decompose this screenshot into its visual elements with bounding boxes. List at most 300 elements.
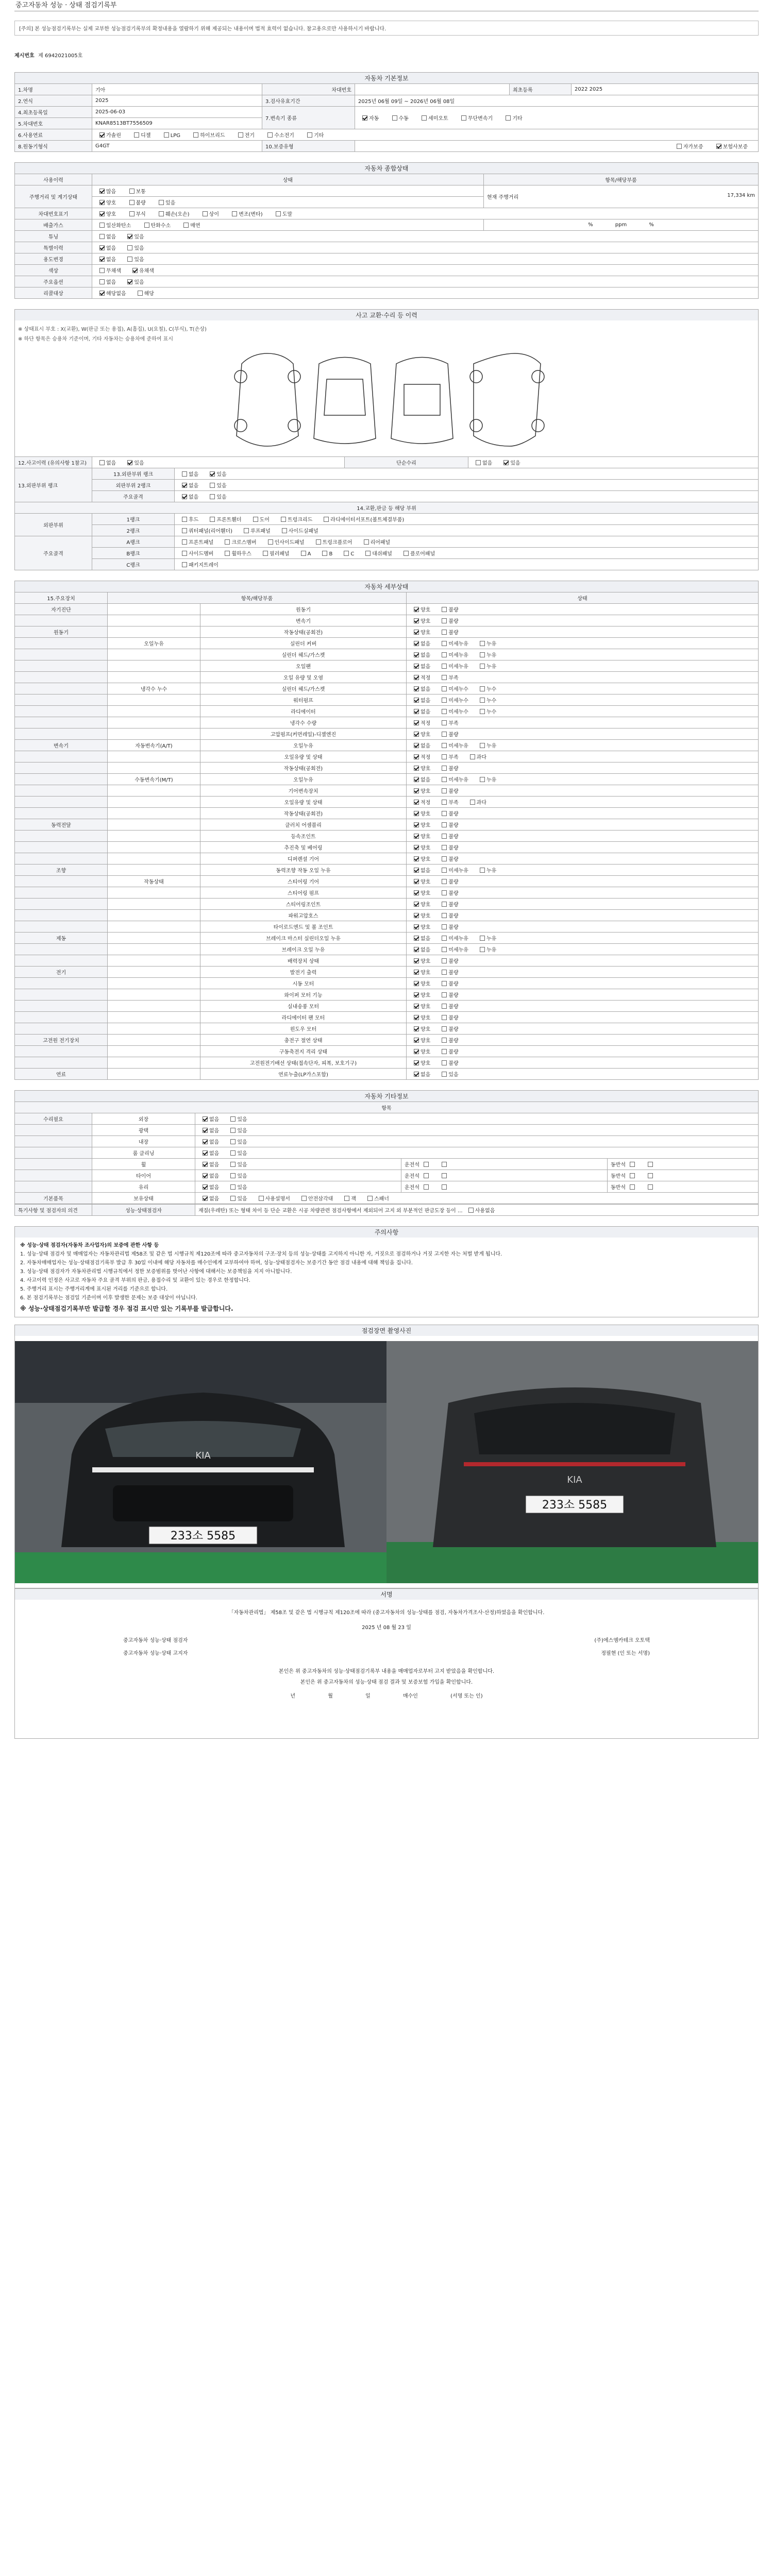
checkbox-icon: [442, 868, 447, 873]
checkbox-icon: [480, 698, 485, 703]
other-state: 없음 있음: [195, 1113, 759, 1125]
checkbox-icon: [414, 981, 419, 986]
checkbox-icon: [468, 1208, 474, 1213]
checkbox-icon: [442, 630, 447, 635]
detail-state: 양호 불량: [407, 910, 759, 921]
checkbox-icon: [414, 652, 419, 657]
checkbox-icon: [422, 115, 427, 121]
checkbox-icon: [129, 189, 135, 194]
checkbox-icon: [182, 539, 187, 545]
checkbox-icon: [414, 822, 419, 827]
tyre-position: 운전석: [401, 1170, 608, 1181]
checkbox-icon: [281, 517, 286, 522]
detail-state: 양호 불량: [407, 887, 759, 899]
detail-row: 수동변속기(M/T) 오일누유 없음 미세누유 누유: [15, 774, 759, 785]
checkbox-icon: [470, 800, 475, 805]
parts-row-b: B랭크 사이드멤버 휠하우스 필러패널 A B C 대쉬패널 플로어패널: [15, 548, 759, 559]
checkbox-icon: [442, 992, 447, 997]
checkbox-icon: [307, 132, 312, 138]
detail-row: 오일 유량 및 오염 적정 부족: [15, 672, 759, 683]
svg-text:233소 5585: 233소 5585: [542, 1499, 608, 1512]
checkbox-icon: [716, 144, 721, 149]
checkbox-icon: [470, 754, 475, 759]
checkbox-icon: [442, 618, 447, 623]
checkbox-icon: [129, 211, 135, 216]
detail-row: 실린더 헤드/가스켓 없음 미세누유 누유: [15, 649, 759, 660]
checkbox-icon: [442, 1015, 447, 1020]
detail-state: 양호 불량: [407, 1001, 759, 1012]
basic-row-fuel: 6.사용연료 가솔린 디젤 LPG 하이브리드 전기 수소전기 기타: [15, 129, 759, 141]
checkbox-icon: [144, 223, 149, 228]
mileage-cell: 현재 주행거리 17,334 km: [484, 185, 759, 208]
detail-row: 시동 모터 양호 불량: [15, 978, 759, 989]
checkbox-icon: [480, 652, 485, 657]
detail-state: 양호 불량: [407, 967, 759, 978]
checkbox-icon: [99, 245, 105, 250]
checkbox-icon: [99, 234, 105, 239]
checkbox-icon: [414, 879, 419, 884]
detail-state: 없음 미세누유 누유: [407, 638, 759, 649]
checkbox-icon: [238, 132, 243, 138]
svg-text:KIA: KIA: [567, 1475, 582, 1485]
checkbox-icon: [99, 460, 105, 465]
checkbox-icon: [132, 268, 138, 273]
checkbox-icon: [244, 528, 249, 533]
checkbox-icon: [193, 132, 198, 138]
checkbox-icon: [301, 551, 306, 556]
checkbox-icon: [480, 947, 485, 952]
detail-state: 없음 미세누수 누수: [407, 683, 759, 694]
checkbox-icon: [301, 1196, 307, 1201]
detail-state: 양호 불량: [407, 1012, 759, 1023]
checkbox-icon: [414, 868, 419, 873]
basic-info-table: [14, 83, 759, 152]
other-row: 휠 없음 있음 운전석 동반석: [15, 1159, 759, 1170]
checkbox-icon: [414, 890, 419, 895]
checkbox-icon: [344, 1196, 349, 1201]
checkbox-icon: [442, 913, 447, 918]
detail-row: 오일누유 실린더 커버 없음 미세누유 누유: [15, 638, 759, 649]
checkbox-icon: [442, 1184, 447, 1190]
checkbox-icon: [480, 664, 485, 669]
checkbox-icon: [182, 517, 187, 522]
opinion-text: 재질(우레탄) 또는 형태 차이 등 단순 교환은 시공 차량관련 점검사항에서 제외되어 고지 외 부분적인 판금도장 등이 ... 사용없음: [195, 1205, 759, 1216]
checkbox-icon: [182, 528, 187, 533]
checkbox-icon: [182, 562, 187, 567]
detail-state: 양호 불량: [407, 762, 759, 774]
sign-heading: 서명: [14, 1588, 759, 1600]
checkbox-icon: [414, 1015, 419, 1020]
other-table: 항목 수리필요 외장 없음 있음 광택 없음 있음 내장 없음 있음 룸 클리닝 없음 있음 휠 없음 있음 운전석 동반석 타이어 없음 있음 운전석 동반석 유리 없음 있음 운전석 동반석 기본품목 보유상태 없음 있음 사용설명서 안전삼각대 잭 스패너: [14, 1101, 759, 1204]
checkbox-icon: [203, 1184, 208, 1190]
checkbox-icon: [210, 483, 215, 488]
checkbox-icon: [414, 1004, 419, 1009]
checkbox-icon: [362, 115, 367, 121]
other-state: 없음 있음: [195, 1159, 401, 1170]
checkbox-icon: [442, 1162, 447, 1167]
accident-row-frame: 주요골격 없음 있음: [15, 491, 759, 502]
other-state: 없음 있음: [195, 1170, 401, 1181]
checkbox-icon: [414, 1072, 419, 1077]
detail-state: 없음 미세누유 누유: [407, 660, 759, 672]
detail-state: 적정 부족 과다: [407, 751, 759, 762]
checkbox-icon: [414, 607, 419, 612]
detail-row: 변속기 자동변속기(A/T) 오일누유 없음 미세누유 누유: [15, 740, 759, 751]
checkbox-icon: [442, 902, 447, 907]
detail-row: 디퍼렌셜 기어 양호 불량: [15, 853, 759, 865]
photo-heading: 점검장면 촬영사진: [14, 1325, 759, 1336]
detail-row: 기어변속장치 양호 불량: [15, 785, 759, 796]
other-row: 광택 없음 있음: [15, 1125, 759, 1136]
other-state: 없음 있음: [195, 1181, 401, 1193]
detail-row: 작동상태(공회전) 양호 불량: [15, 762, 759, 774]
checkbox-icon: [442, 1072, 447, 1077]
tyre-position: 운전석: [401, 1159, 608, 1170]
checkbox-icon: [365, 551, 371, 556]
checkbox-icon: [414, 834, 419, 839]
checkbox-icon: [442, 1060, 447, 1065]
overall-row-special: 특별이력 없음 있음: [15, 242, 759, 253]
checkbox-icon: [99, 200, 105, 205]
detail-state: 없음 미세누유 누유: [407, 933, 759, 944]
checkbox-icon: [230, 1196, 236, 1201]
checkbox-icon: [203, 211, 208, 216]
caution-heading: 주의사항: [14, 1226, 759, 1238]
checkbox-icon: [630, 1162, 635, 1167]
checkbox-icon: [414, 686, 419, 691]
checkbox-icon: [210, 517, 215, 522]
detail-state: 적정 부족: [407, 717, 759, 728]
checkbox-icon: [414, 664, 419, 669]
car-diagram: [14, 343, 759, 456]
other-row: 수리필요 외장 없음 있음: [15, 1113, 759, 1125]
accident-heading: 사고 교환·수리 등 이력: [14, 309, 759, 320]
checkbox-icon: [442, 607, 447, 612]
checkbox-icon: [414, 1049, 419, 1054]
checkbox-icon: [414, 992, 419, 997]
detail-row: 원동기 작동상태(공회전) 양호 불량: [15, 626, 759, 638]
detail-state: 양호 불량: [407, 955, 759, 967]
checkbox-icon: [414, 754, 419, 759]
emission-units: % ppm %: [484, 219, 759, 231]
detail-heading: 자동차 세부상태: [14, 581, 759, 592]
checkbox-icon: [442, 664, 447, 669]
checkbox-icon: [322, 551, 327, 556]
detail-state: 없음 미세누유 누유: [407, 774, 759, 785]
checkbox-icon: [442, 754, 447, 759]
checkbox-icon: [414, 641, 419, 646]
checkbox-icon: [480, 641, 485, 646]
checkbox-icon: [203, 1116, 208, 1122]
checkbox-icon: [267, 132, 273, 138]
overall-row-usage: 용도변경 없음 있음: [15, 253, 759, 265]
detail-row: 추진축 및 베어링 양호 불량: [15, 842, 759, 853]
basic-row-name: 1.차명 기아 차대번호 최초등록 2022 2025: [15, 84, 759, 95]
checkbox-icon: [442, 879, 447, 884]
other-row: 타이어 없음 있음 운전석 동반석: [15, 1170, 759, 1181]
detail-row: 파워고압호스 양호 불량: [15, 910, 759, 921]
detail-state: 없음 미세누수 누수: [407, 694, 759, 706]
detail-row: 등속조인트 양호 불량: [15, 831, 759, 842]
overall-heading: 자동차 종합상태: [14, 162, 759, 174]
detail-row: 동력전달 클러치 어셈블리 양호 불량: [15, 819, 759, 831]
checkbox-icon: [442, 720, 447, 725]
detail-state: 없음 미세누유 누유: [407, 649, 759, 660]
checkbox-icon: [127, 245, 132, 250]
svg-text:233소 5585: 233소 5585: [170, 1530, 236, 1543]
basic-info-heading: 자동차 기본정보: [14, 72, 759, 83]
checkbox-icon: [263, 551, 268, 556]
detail-row: 스티어링조인트 양호 불량: [15, 899, 759, 910]
detail-state: 없음 미세누수 누수: [407, 706, 759, 717]
checkbox-icon: [414, 743, 419, 748]
checkbox-icon: [99, 211, 105, 216]
detail-state: 양호 불량: [407, 899, 759, 910]
checkbox-icon: [677, 144, 682, 149]
checkbox-icon: [259, 1196, 264, 1201]
detail-state: 없음 미세누유 누유: [407, 944, 759, 955]
other-row: 유리 없음 있음 운전석 동반석: [15, 1181, 759, 1193]
fuel-options: 가솔린 디젤 LPG 하이브리드 전기 수소전기 기타: [92, 129, 759, 141]
checkbox-icon: [442, 924, 447, 929]
other-row: 내장 없음 있음: [15, 1136, 759, 1147]
detail-state: 양호 불량: [407, 876, 759, 887]
detail-state: 양호 불량: [407, 989, 759, 1001]
checkbox-icon: [414, 1060, 419, 1065]
checkbox-icon: [414, 913, 419, 918]
checkbox-icon: [414, 958, 419, 963]
document-title: 중고자동차 성능 · 상태 점검기록부: [14, 0, 759, 11]
checkbox-icon: [414, 777, 419, 782]
checkbox-icon: [442, 766, 447, 771]
checkbox-icon: [414, 618, 419, 623]
detail-row: 작동상태 스티어링 기어 양호 불량: [15, 876, 759, 887]
checkbox-icon: [203, 1150, 208, 1156]
checkbox-icon: [414, 845, 419, 850]
detail-row: 고압펌프(커먼레일)-디젤엔진 양호 불량: [15, 728, 759, 740]
overall-row-options: 주요옵션 없음 있음: [15, 276, 759, 287]
checkbox-icon: [164, 132, 169, 138]
checkbox-icon: [414, 675, 419, 680]
detail-state: 적정 부족 과다: [407, 796, 759, 808]
document-number: [14, 51, 759, 59]
detail-row: 와이퍼 모터 기능 양호 불량: [15, 989, 759, 1001]
checkbox-icon: [480, 868, 485, 873]
checkbox-icon: [392, 115, 397, 121]
other-heading: 자동차 기타정보: [14, 1090, 759, 1101]
checkbox-icon: [442, 947, 447, 952]
checkbox-icon: [203, 1173, 208, 1178]
detail-state: 양호 불량: [407, 842, 759, 853]
basic-row-vin: 5.차대번호 KNAR8513BT7556509: [15, 118, 759, 129]
checkbox-icon: [127, 234, 132, 239]
checkbox-icon: [99, 291, 105, 296]
checkbox-icon: [442, 652, 447, 657]
detail-row: 고전원 전기장치 충전구 절연 상태 양호 불량: [15, 1035, 759, 1046]
checkbox-icon: [414, 788, 419, 793]
checkbox-icon: [367, 1196, 373, 1201]
checkbox-icon: [480, 936, 485, 941]
detail-state: 양호 불량: [407, 1023, 759, 1035]
overall-table: 사용이력 상태 항목/해당부품 주행거리 및 계기상태 많음 보통 현재 주행거리 17,334 km 양호 불량 있음 차대번호표기 양호 부식 훼손(오손) 상이 변조(변타) 도말 배출가스 일산화탄소 탄화수소 매연 % ppm % 튜닝 없음 있음 특별이력 없음 있음 용도변경 없음 있음 색상 무채색 유채색 주요옵션 없음 있음 리콜대상 해당없음 해당: [14, 174, 759, 299]
checkbox-icon: [442, 1026, 447, 1031]
detail-state: 양호 불량: [407, 808, 759, 819]
checkbox-icon: [253, 517, 258, 522]
overall-row-recall: 리콜대상 해당없음 해당: [15, 287, 759, 299]
opinion-table: 특기사항 및 점검자의 의견 성능·상태점검자 재질(우레탄) 또는 형태 차이 등 단순 교환은 시공 차량관련 점검사항에서 제외되어 고지 외 부분적인 판금도장 등이 ... 사용없음: [14, 1204, 759, 1216]
detail-state: 양호 불량: [407, 785, 759, 796]
detail-row: 윈도우 모터 양호 불량: [15, 1023, 759, 1035]
accident-row-rank1: 13.외판부위 랭크 13.외판부위 랭크 없음 있음: [15, 468, 759, 480]
warranty-options: 자가보증 보험사보증: [355, 141, 759, 152]
checkbox-icon: [480, 686, 485, 691]
checkbox-icon: [442, 1038, 447, 1043]
detail-state: 양호 불량: [407, 604, 759, 615]
detail-row: 고전원전기배선 상태(접속단자, 피복, 보호기구) 양호 불량: [15, 1057, 759, 1069]
checkbox-icon: [442, 777, 447, 782]
checkbox-icon: [442, 856, 447, 861]
rear-photo: [386, 1341, 758, 1583]
detail-row: 스티어링 펌프 양호 불량: [15, 887, 759, 899]
checkbox-icon: [414, 1038, 419, 1043]
detail-state: 양호 불량: [407, 626, 759, 638]
car-outline-icon: [221, 348, 551, 451]
checkbox-icon: [127, 279, 132, 284]
checkbox-icon: [424, 1173, 429, 1178]
checkbox-icon: [99, 223, 105, 228]
checkbox-icon: [648, 1184, 653, 1190]
parts-row-1: 외판부위 1랭크 후드 프론트휀더 도어 트렁크리드 라디에이터서포트(볼트체결부품): [15, 514, 759, 525]
legal-notice: [주의] 본 성능점검기록부는 실제 교부한 성능점검기록부의 확정내용을 열람하기 위해 제공되는 내용이며 법적 효력이 없습니다. 참고용으로만 사용하시기 바랍니다.: [14, 21, 759, 36]
mileage-value: 17,334 km: [727, 193, 755, 198]
checkbox-icon: [127, 257, 132, 262]
other-state: 없음 있음: [195, 1147, 759, 1159]
checkbox-icon: [268, 539, 273, 545]
checkbox-icon: [442, 834, 447, 839]
parts-row-a: 주요골격 A랭크 프론트패널 크로스멤버 인사이드패널 트렁크플로어 리어패널: [15, 536, 759, 548]
tyre-position: 동반석: [608, 1170, 759, 1181]
tyre-position: 운전석: [401, 1181, 608, 1193]
checkbox-icon: [442, 698, 447, 703]
detail-state: 양호 불량: [407, 1057, 759, 1069]
checkbox-icon: [442, 958, 447, 963]
checkbox-icon: [203, 1196, 208, 1201]
detail-row: 냉각수 누수 실린더 헤드/가스켓 없음 미세누수 누수: [15, 683, 759, 694]
front-photo: [15, 1341, 386, 1583]
checkbox-icon: [414, 811, 419, 816]
sign-date: 2025 년 08 월 23 일: [362, 1625, 411, 1631]
detail-row: 타이로드엔드 및 볼 조인트 양호 불량: [15, 921, 759, 933]
detail-state: 적정 부족: [407, 672, 759, 683]
checkbox-icon: [442, 743, 447, 748]
checkbox-icon: [203, 1128, 208, 1133]
checkbox-icon: [414, 856, 419, 861]
checkbox-icon: [182, 471, 187, 477]
checkbox-icon: [138, 291, 143, 296]
checkbox-icon: [480, 777, 485, 782]
checkbox-icon: [506, 115, 511, 121]
checkbox-icon: [276, 211, 281, 216]
checkbox-icon: [364, 539, 369, 545]
svg-text:KIA: KIA: [195, 1450, 211, 1461]
other-state: 없음 있음: [195, 1125, 759, 1136]
inspection-photos: [14, 1336, 759, 1588]
detail-state: 양호 불량: [407, 615, 759, 626]
checkbox-icon: [99, 279, 105, 284]
detail-row: 연료 연료누출(LP가스포함) 없음 있음: [15, 1069, 759, 1080]
detail-state: 양호 불량: [407, 1035, 759, 1046]
checkbox-icon: [203, 1162, 208, 1167]
buyer-sign-row: 년 월 일 매수인 (서명 또는 인): [290, 1693, 483, 1699]
parts-title: 14.교환,판금 등 해당 부위: [15, 502, 759, 514]
checkbox-icon: [414, 936, 419, 941]
checkbox-icon: [129, 200, 135, 205]
checkbox-icon: [99, 189, 105, 194]
checkbox-icon: [414, 947, 419, 952]
checkbox-icon: [461, 115, 466, 121]
overall-row-emission: 배출가스 일산화탄소 탄화수소 매연 % ppm %: [15, 219, 759, 231]
checkbox-icon: [159, 211, 164, 216]
detail-state: 양호 불량: [407, 853, 759, 865]
accident-row-history: 12.사고이력 (유의사항 1참고) 없음 있음 단순수리 없음 있음: [15, 457, 759, 468]
detail-state: 없음 있음: [407, 1069, 759, 1080]
detail-state: 양호 불량: [407, 1046, 759, 1057]
other-row: 기본품목 보유상태 없음 있음 사용설명서 안전삼각대 잭 스패너: [15, 1193, 759, 1204]
checkbox-icon: [424, 1162, 429, 1167]
checkbox-icon: [414, 800, 419, 805]
checkbox-icon: [203, 1139, 208, 1144]
checkbox-icon: [414, 720, 419, 725]
checkbox-icon: [442, 732, 447, 737]
detail-state: 양호 불량: [407, 728, 759, 740]
checkbox-icon: [225, 539, 230, 545]
detail-row: 작동상태(공회전) 양호 불량: [15, 808, 759, 819]
checkbox-icon: [230, 1173, 236, 1178]
checkbox-icon: [442, 686, 447, 691]
overall-row-vin-mark: 차대번호표기 양호 부식 훼손(오손) 상이 변조(변타) 도말: [15, 208, 759, 219]
checkbox-icon: [442, 936, 447, 941]
checkbox-icon: [480, 743, 485, 748]
checkbox-icon: [476, 460, 481, 465]
checkbox-icon: [282, 528, 287, 533]
checkbox-icon: [414, 630, 419, 635]
checkbox-icon: [210, 494, 215, 499]
other-row: 룸 클리닝 없음 있음: [15, 1147, 759, 1159]
checkbox-icon: [414, 709, 419, 714]
checkbox-icon: [424, 1184, 429, 1190]
basic-row-year: 2.연식 2025 3.검사유효기간 2025년 06월 09일 ~ 2026년 06월 08일: [15, 95, 759, 107]
overall-row-tuning: 튜닝 없음 있음: [15, 231, 759, 242]
checkbox-icon: [159, 200, 164, 205]
tyre-position: 동반석: [608, 1181, 759, 1193]
checkbox-icon: [182, 483, 187, 488]
checkbox-icon: [230, 1128, 236, 1133]
detail-state: 양호 불량: [407, 978, 759, 989]
checkbox-icon: [232, 211, 237, 216]
checkbox-icon: [630, 1184, 635, 1190]
checkbox-icon: [442, 1004, 447, 1009]
overall-row-mileage: 주행거리 및 계기상태 많음 보통 현재 주행거리 17,334 km: [15, 185, 759, 197]
detail-row: 구동축전지 격리 상태 양호 불량: [15, 1046, 759, 1057]
detail-state: 양호 불량: [407, 819, 759, 831]
checkbox-icon: [230, 1162, 236, 1167]
checkbox-icon: [648, 1162, 653, 1167]
checkbox-icon: [442, 800, 447, 805]
detail-table: 15.주요장치 항목/해당부품 상태 자기진단 원동기 양호 불량 변속기 양호 불량 원동기 작동상태(공회전) 양호 불량 오일누유 실린더 커버 없음 미세누유 누유 실린더 헤드/가스켓 없음 미세누유 누유 오일팬 없음 미세누유 누유 오일 유량 및 오염 적정 부족 냉각수 누수 실린더 헤드/가스켓 없음 미세누수 누수 워터펌프 없음 미세누수 누수 라디에이터 없음 미세누수 누수 냉각수 수량 적정 부족 고압펌프(커먼레일)-디젤엔진 양호 불량 변속기 자동변속기(A/T) 오일누유 없음 미세누유 누유 오일유량 및 상태 적정 부족 과다 작동상태(공회전) 양호 불량 수동변속기(M/T) 오일누유 없음 미세누유 누유 기어변속장치 양호 불량 오일유량 및 상태 적정 부족 과다 작동상태(공회전) 양호 불량 동력전달 클러치 어셈블리 양호 불량 등속조인트 양호 불량 추진축 및 베어링 양호 불량 디퍼렌셜 기어 양호 불량 조향 동력조향 작동 오일 누유 없음 미세누유 누유 작동상태 스티어링 기어 양호 불량 스티어링 펌프 양호 불량 스티어링조인트 양호 불량 파워고압호스 양호 불량 타이로드엔드 및 볼 조인트 양호 불량 제동 브레이크 마스터 실린더오일 누유 없음 미세누유 누유 브레이크 오일 누유 없음 미세누유 누유 배력장치 상태 양호 불량 전기 발전기 출력 양호 불량 시동 모터 양호 불량 와이퍼 모터 기능 양호 불량 실내송풍 모터 양호 불량 라디에이터 팬 모터 양호 불량 윈도우 모터 양호 불량 고전원 전기장치 충전구 절연 상태 양호 불량 구동축전지 격리 상태 양호 불량 고전원전기배선 상태(접속단자, 피복, 보호기구) 양호 불량 연료 연료누출(LP가스포함) 없음 있음: [14, 592, 759, 1080]
checkbox-icon: [414, 970, 419, 975]
checkbox-icon: [414, 924, 419, 929]
basic-row-first-reg: 4.최초등록일 2025-06-03 7.변속기 종류 자동 수동 세미오토 무단변속기 기타: [15, 107, 759, 118]
